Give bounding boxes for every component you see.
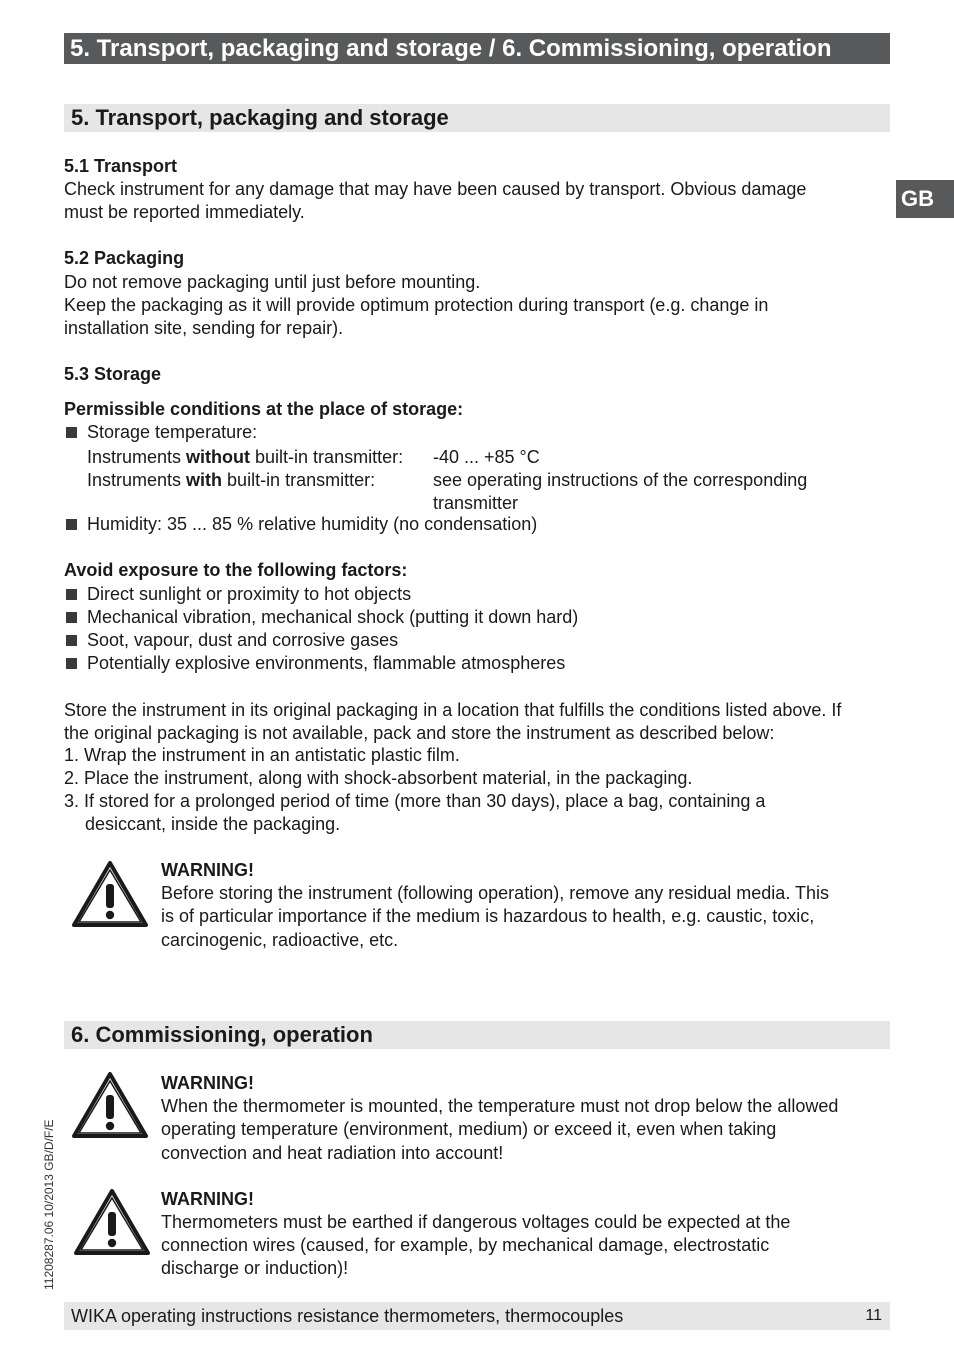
- section-6-title: 6. Commissioning, operation: [64, 1021, 890, 1049]
- bullet-icon: [66, 635, 77, 646]
- packaging-text-line: Do not remove packaging until just before mounting.: [64, 272, 481, 292]
- warning-triangle-icon: [71, 860, 149, 928]
- packaging-text-line: installation site, sending for repair).: [64, 318, 344, 338]
- warning-title: WARNING!: [161, 1189, 254, 1209]
- packaging-heading: 5.2 Packaging: [64, 248, 185, 268]
- warning-text-line: operating temperature (environment, medium) or exceed it, even when taking: [161, 1119, 777, 1139]
- warning-text-line: is of particular importance if the medium is hazardous to health, e.g. caustic, toxic,: [161, 906, 815, 926]
- warning-text-line: Before storing the instrument (following operation), remove any residual media. This: [161, 883, 829, 903]
- warning-title: WARNING!: [161, 860, 254, 880]
- bullet-icon: [66, 658, 77, 669]
- humidity-text: Humidity: 35 ... 85 % relative humidity (no condensation): [87, 514, 538, 534]
- bullet-icon: [66, 519, 77, 530]
- warning-text-line: carcinogenic, radioactive, etc.: [161, 930, 399, 950]
- storage-conditions-heading: Permissible conditions at the place of storage:: [64, 399, 464, 419]
- page-number: 11: [865, 1307, 882, 1324]
- language-tab: GB: [896, 180, 954, 218]
- warning-triangle-icon: [73, 1188, 151, 1256]
- storage-row-without-value: -40 ... +85 °C: [433, 447, 540, 467]
- avoid-item: Soot, vapour, dust and corrosive gases: [87, 630, 399, 650]
- packaging-text-line: Keep the packaging as it will provide optimum protection during transport (e.g. change in: [64, 295, 769, 315]
- page-header-title: 5. Transport, packaging and storage / 6. Commissioning, operation: [64, 33, 890, 64]
- avoid-item: Direct sunlight or proximity to hot objects: [87, 584, 412, 604]
- document-code: 11208287.06 10/2013 GB/D/F/E: [42, 1119, 56, 1290]
- store-step: 2. Place the instrument, along with shock-absorbent material, in the packaging.: [64, 768, 693, 788]
- storage-heading: 5.3 Storage: [64, 364, 162, 384]
- warning-text-line: When the thermometer is mounted, the temperature must not drop below the allowed: [161, 1096, 839, 1116]
- store-step: desiccant, inside the packaging.: [85, 814, 341, 834]
- avoid-item: Mechanical vibration, mechanical shock (putting it down hard): [87, 607, 579, 627]
- warning-text-line: Thermometers must be earthed if dangerous voltages could be expected at the: [161, 1212, 791, 1232]
- storage-row-with-value: see operating instructions of the corresponding: [433, 470, 808, 490]
- section-5-title: 5. Transport, packaging and storage: [64, 104, 890, 132]
- storage-row-without-label: Instruments without built-in transmitter:: [87, 447, 404, 467]
- transport-text-line: must be reported immediately.: [64, 202, 305, 222]
- bullet-icon: [66, 589, 77, 600]
- warning-text-line: convection and heat radiation into account!: [161, 1143, 504, 1163]
- warning-text-line: discharge or induction)!: [161, 1258, 349, 1278]
- bullet-icon: [66, 612, 77, 623]
- warning-triangle-icon: [71, 1071, 149, 1139]
- store-text-line: the original packaging is not available, pack and store the instrument as described below:: [64, 723, 775, 743]
- storage-temperature-label: Storage temperature:: [87, 422, 258, 442]
- warning-text-line: connection wires (caused, for example, by mechanical damage, electrostatic: [161, 1235, 770, 1255]
- avoid-item: Potentially explosive environments, flammable atmospheres: [87, 653, 566, 673]
- footer-text: WIKA operating instructions resistance thermometers, thermocouples: [71, 1306, 624, 1326]
- transport-heading: 5.1 Transport: [64, 156, 178, 176]
- bullet-icon: [66, 427, 77, 438]
- store-step: 3. If stored for a prolonged period of time (more than 30 days), place a bag, containing a: [64, 791, 766, 811]
- transport-text-line: Check instrument for any damage that may have been caused by transport. Obvious damage: [64, 179, 807, 199]
- store-text-line: Store the instrument in its original packaging in a location that fulfills the conditions listed above. If: [64, 700, 842, 720]
- storage-row-with-label: Instruments with built-in transmitter:: [87, 470, 376, 490]
- footer: [64, 1302, 890, 1330]
- warning-title: WARNING!: [161, 1073, 254, 1093]
- store-step: 1. Wrap the instrument in an antistatic plastic film.: [64, 745, 460, 765]
- avoid-heading: Avoid exposure to the following factors:: [64, 560, 408, 580]
- storage-row-with-value: transmitter: [433, 493, 519, 513]
